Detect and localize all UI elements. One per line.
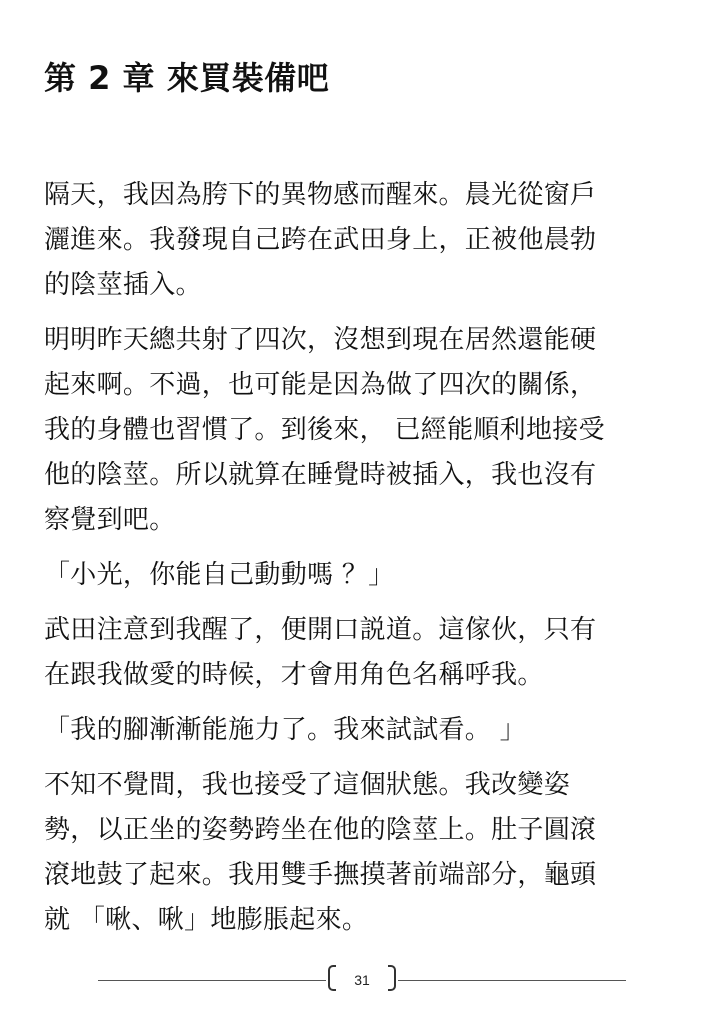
- text-line: 「小光，你能自己動動嗎 ？」: [44, 560, 395, 590]
- dialogue-paragraph: [44, 708, 684, 753]
- text-line: 武田注意到我醒了，便開口説道。這傢伙，只有: [44, 615, 597, 645]
- dialogue-paragraph: [44, 553, 684, 598]
- text-line: 灑進來。我發現自己跨在武田身上，正被他晨勃: [44, 225, 597, 255]
- text-line: 察覺到吧。: [44, 505, 176, 535]
- paragraph: [44, 608, 684, 698]
- paragraph: [44, 173, 684, 308]
- text-line: 明明昨天總共射了四次，沒想到現在居然還能硬: [44, 325, 597, 355]
- page-number-bracket-right: [388, 965, 396, 991]
- page-number: 31: [354, 972, 370, 988]
- text-line: 在跟我做愛的時候，才會用角色名稱呼我。: [44, 660, 544, 690]
- text-line: 勢，以正坐的姿勢跨坐在他的陰莖上。肚子圓滾: [44, 815, 597, 845]
- footer-rule-right: [398, 980, 626, 981]
- text-line: 隔天，我因為胯下的異物感而醒來。晨光從窗戶: [44, 180, 597, 210]
- page-footer: [0, 962, 724, 998]
- text-line: 的陰莖插入。: [44, 270, 202, 300]
- paragraph: [44, 763, 684, 943]
- text-line: 不知不覺間，我也接受了這個狀態。我改變姿: [44, 770, 571, 800]
- text-line: 滾地鼓了起來。我用雙手撫摸著前端部分，龜頭: [44, 860, 597, 890]
- footer-rule-left: [98, 980, 326, 981]
- text-line: 起來啊。不過，也可能是因為做了四次的關係，: [44, 370, 597, 400]
- text-line: 他的陰莖。所以就算在睡覺時被插入，我也沒有: [44, 460, 597, 490]
- text-line: 就 「啾、啾」地膨脹起來。: [44, 905, 369, 935]
- chapter-title: 第 2 章 來買裝備吧: [44, 59, 330, 97]
- body-text: [44, 173, 684, 953]
- paragraph: [44, 318, 684, 543]
- text-line: 「我的腳漸漸能施力了。我來試試看。 」: [44, 715, 526, 745]
- text-line: 我的身體也習慣了。到後來， 已經能順利地接受: [44, 415, 605, 445]
